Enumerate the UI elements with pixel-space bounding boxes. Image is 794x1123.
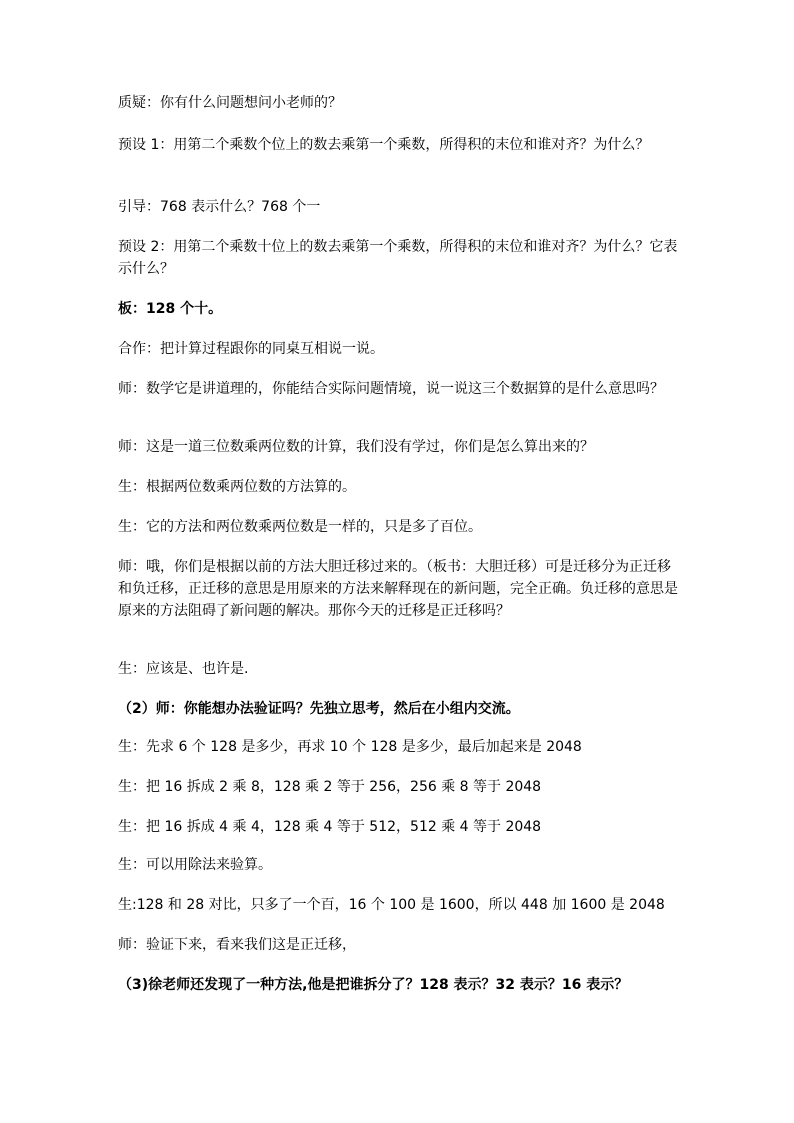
paragraph-preset-1: 预设 1：用第二个乘数个位上的数去乘第一个乘数，所得积的末位和谁对齐？为什么？	[118, 137, 650, 153]
paragraph-student-7: 生：可以用除法来验算。	[118, 857, 272, 873]
paragraph-section-2: （2）师：你能想办法验证吗？先独立思考，然后在小组内交流。	[118, 701, 520, 717]
paragraph-teacher-transfer: 师：哦，你们是根据以前的方法大胆迁移过来的。（板书：大胆迁移）可是迁移分为正迁移和负迁移，正迁移的意思是用原来的方法来解释现在的新问题，完全正确。负迁移的意思是原来的方法阻碍了新问题的解决。那你今天的迁移是正迁移吗？	[118, 559, 678, 619]
paragraph-student-3: 生：应该是、也许是.	[118, 661, 249, 677]
paragraph-student-2: 生：它的方法和两位数乘两位数是一样的，只是多了百位。	[118, 519, 482, 535]
paragraph-question: 质疑：你有什么问题想问小老师的？	[118, 95, 342, 111]
paragraph-cooperation: 合作：把计算过程跟你的同桌互相说一说。	[118, 341, 384, 357]
paragraph-preset-2: 预设 2：用第二个乘数十位上的数去乘第一个乘数，所得积的末位和谁对齐？为什么？它表示什么？	[118, 239, 678, 277]
paragraph-student-8: 生:128 和 28 对比，只多了一个百，16 个 100 是 1600，所以 448 加 1600 是 2048	[118, 897, 665, 913]
paragraph-guide: 引导：768 表示什么？768 个一	[118, 199, 321, 215]
paragraph-student-1: 生：根据两位数乘两位数的方法算的。	[118, 479, 356, 495]
paragraph-teacher-1: 师：数学它是讲道理的，你能结合实际问题情境，说一说这三个数据算的是什么意思吗？	[118, 381, 664, 397]
paragraph-teacher-3: 师：验证下来，看来我们这是正迁移，	[118, 937, 356, 953]
paragraph-student-5: 生：把 16 拆成 2 乘 8，128 乘 2 等于 256，256 乘 8 等于 2048	[118, 779, 542, 795]
paragraph-student-4: 生：先求 6 个 128 是多少，再求 10 个 128 是多少，最后加起来是 2048	[118, 739, 582, 755]
paragraph-board-note: 板：128 个十。	[118, 301, 223, 317]
paragraph-section-3: （3)徐老师还发现了一种方法,他是把谁拆分了？128 表示？32 表示？16 表示？	[118, 977, 629, 993]
paragraph-teacher-2: 师：这是一道三位数乘两位数的计算，我们没有学过，你们是怎么算出来的？	[118, 439, 594, 455]
paragraph-student-6: 生：把 16 拆成 4 乘 4，128 乘 4 等于 512，512 乘 4 等于 2048	[118, 819, 542, 835]
